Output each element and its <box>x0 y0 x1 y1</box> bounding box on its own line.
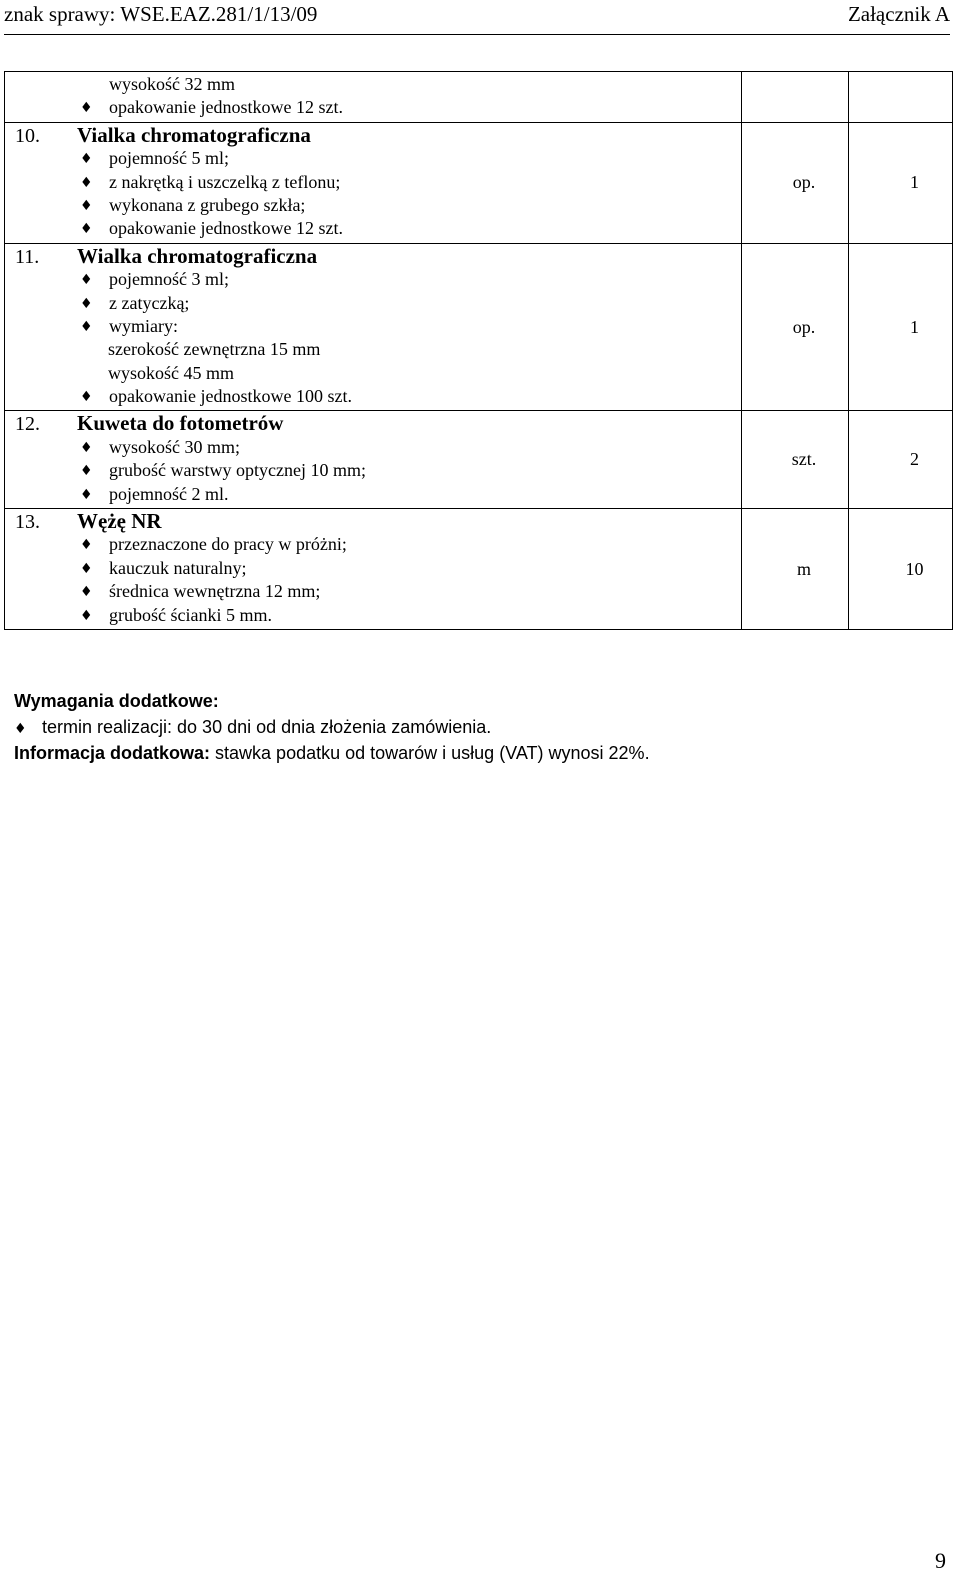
unit-cell: szt. <box>742 411 849 509</box>
diamond-bullet-icon: ♦ <box>80 607 93 624</box>
item-name: Wężę NR <box>77 509 162 534</box>
vat-info <box>14 740 650 766</box>
quantity-cell: 10 <box>849 509 953 630</box>
item-heading <box>15 245 741 268</box>
diamond-bullet-icon: ♦ <box>80 537 93 554</box>
item-number: 12. <box>15 413 40 436</box>
spec-line: ♦ kauczuk naturalny; <box>15 557 741 580</box>
item-description <box>5 509 742 630</box>
item-name: Wialka chromatograficzna <box>77 243 318 268</box>
item-description <box>5 243 742 411</box>
unit-cell: op. <box>742 122 849 243</box>
page-number: 9 <box>935 1548 946 1573</box>
requirement-item: ♦ termin realizacji: do 30 dni od dnia złożenia zamówienia. <box>14 714 650 740</box>
item-number: 11. <box>15 245 40 268</box>
spec-line: ♦ wykonana z grubego szkła; <box>15 194 741 217</box>
spec-line: ♦ przeznaczone do pracy w próżni; <box>15 533 741 556</box>
items-table <box>4 71 953 630</box>
unit-cell: op. <box>742 243 849 411</box>
diamond-bullet-icon: ♦ <box>80 463 93 480</box>
spec-line: ♦ z nakrętką i uszczelką z teflonu; <box>15 171 741 194</box>
item-heading <box>15 412 741 435</box>
table-row <box>5 72 953 123</box>
table-row <box>5 411 953 509</box>
unit-cell: m <box>742 509 849 630</box>
item-name: Vialka chromatograficzna <box>77 122 311 147</box>
item-description <box>5 72 742 123</box>
spec-line: ♦ pojemność 3 ml; <box>15 268 741 291</box>
item-description <box>5 122 742 243</box>
diamond-bullet-icon: ♦ <box>80 584 93 601</box>
spec-line: wysokość 32 mm <box>109 74 235 94</box>
item-description <box>5 411 742 509</box>
info-text: stawka podatku od towarów i usług (VAT) wynosi 22%. <box>210 743 650 763</box>
table-row <box>5 243 953 411</box>
item-number: 13. <box>15 511 40 534</box>
spec-line: ♦ z zatyczką; <box>15 292 741 315</box>
diamond-bullet-icon: ♦ <box>80 389 93 406</box>
spec-subline: wysokość 45 mm <box>108 362 234 383</box>
spec-line: ♦ opakowanie jednostkowe 12 szt. <box>15 96 741 119</box>
diamond-bullet-icon: ♦ <box>14 721 27 737</box>
quantity-cell <box>849 72 953 123</box>
item-number: 10. <box>15 124 40 147</box>
spec-line: ♦ średnica wewnętrzna 12 mm; <box>15 580 741 603</box>
additional-info <box>14 688 650 766</box>
diamond-bullet-icon: ♦ <box>80 486 93 503</box>
table-row <box>5 509 953 630</box>
diamond-bullet-icon: ♦ <box>80 439 93 456</box>
spec-line: ♦ pojemność 2 ml. <box>15 483 741 506</box>
spec-line: ♦ grubość ścianki 5 mm. <box>15 604 741 627</box>
diamond-bullet-icon: ♦ <box>80 100 93 117</box>
info-label: Informacja dodatkowa: <box>14 743 211 763</box>
spec-line: ♦ pojemność 5 ml; <box>15 147 741 170</box>
quantity-cell: 1 <box>849 122 953 243</box>
quantity-cell: 1 <box>849 243 953 411</box>
item-name: Kuweta do fotometrów <box>77 411 284 436</box>
diamond-bullet-icon: ♦ <box>80 560 93 577</box>
spec-line: ♦ opakowanie jednostkowe 100 szt. <box>15 385 741 408</box>
item-heading <box>15 124 741 147</box>
spec-line: ♦ opakowanie jednostkowe 12 szt. <box>15 217 741 240</box>
unit-cell <box>742 72 849 123</box>
page-header <box>4 0 950 35</box>
spec-line: ♦ wymiary: <box>15 315 741 338</box>
spec-line: ♦ grubość warstwy optycznej 10 mm; <box>15 459 741 482</box>
diamond-bullet-icon: ♦ <box>80 174 93 191</box>
item-heading <box>15 510 741 533</box>
table-row <box>5 122 953 243</box>
diamond-bullet-icon: ♦ <box>80 151 93 168</box>
spec-line: ♦ wysokość 30 mm; <box>15 436 741 459</box>
diamond-bullet-icon: ♦ <box>80 318 93 335</box>
diamond-bullet-icon: ♦ <box>80 295 93 312</box>
diamond-bullet-icon: ♦ <box>80 197 93 214</box>
attachment-label: Załącznik A <box>847 2 950 26</box>
diamond-bullet-icon: ♦ <box>80 221 93 238</box>
quantity-cell: 2 <box>849 411 953 509</box>
spec-subline: szerokość zewnętrzna 15 mm <box>108 339 321 360</box>
case-number: znak sprawy: WSE.EAZ.281/1/13/09 <box>4 2 318 26</box>
requirements-title: Wymagania dodatkowe: <box>14 691 219 711</box>
diamond-bullet-icon: ♦ <box>80 272 93 289</box>
